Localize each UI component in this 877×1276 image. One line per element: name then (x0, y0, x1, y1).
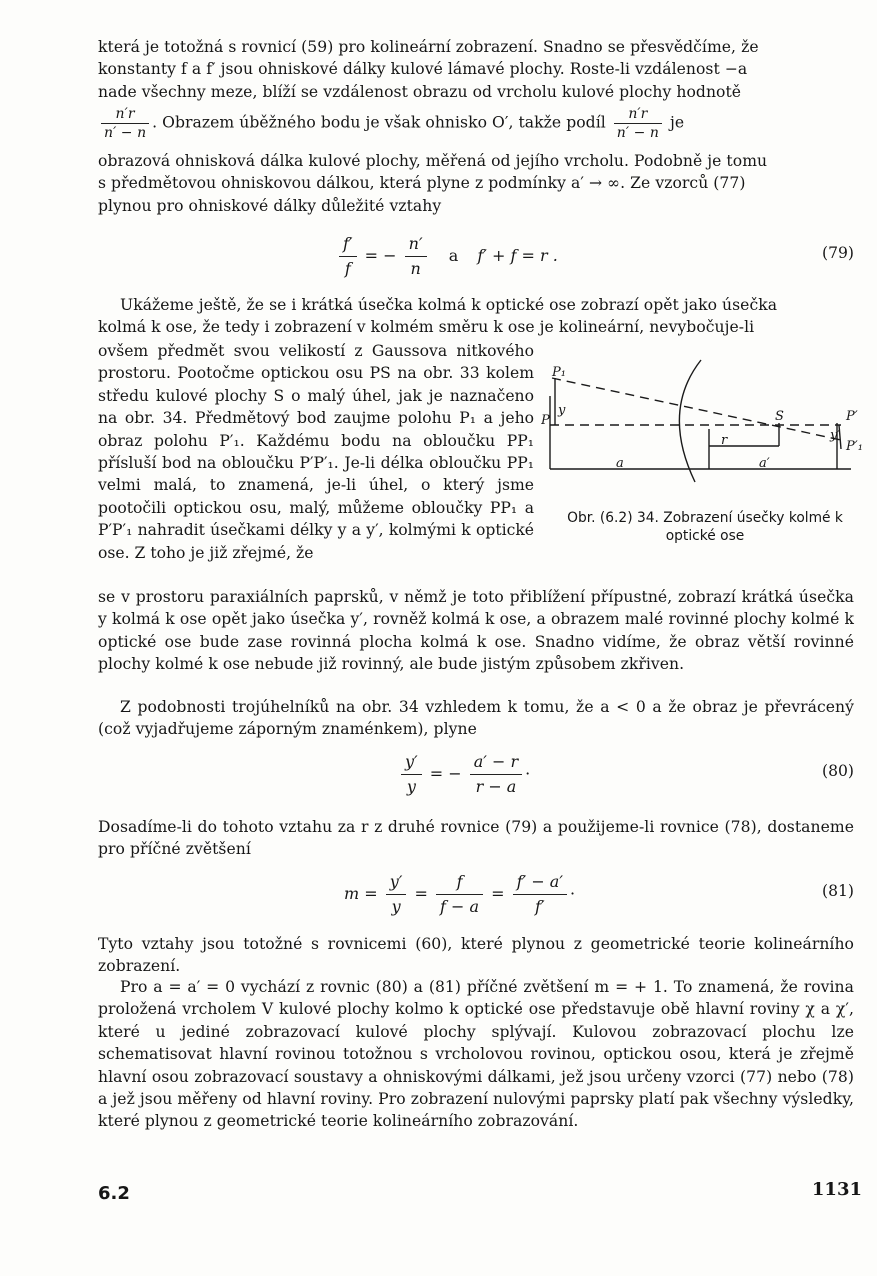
eq79-equals: = − (364, 246, 397, 265)
label-y-prime: y′ (830, 428, 841, 443)
para1-line6: s předmětovou ohniskovou dálkou, která plyne z podmínky a′ → ∞. Ze vzorců (77) (98, 174, 746, 193)
fraction-numerator: f (436, 872, 483, 895)
paragraph-3: Z podobnosti trojúhelníků na obr. 34 vzhledem k tomu, že a < 0 a že obraz je převrácený (což vyjadřujeme záporným znaménkem), plyne (98, 698, 854, 739)
section-number: 6.2 (98, 1183, 130, 1204)
eq81-fraction-2 (436, 872, 483, 917)
eq81-equals-2: = (491, 884, 505, 903)
fraction-numerator: f′ − a′ (513, 872, 567, 895)
paragraph-1 (98, 36, 854, 103)
fraction-numerator: n′r (101, 106, 149, 124)
eq79-rhs: f′ + f = r . (477, 246, 558, 265)
paragraph-2-rest: se v prostoru paraxiálních paprsků, v němž je toto přiblížení přípustné, zobrazí krátká úsečka y kolmá k ose opět jako úsečka y′, rovněž kolmá k ose, a obrazem malé rovinné plochy kolmé k optické ose bude zase rovinná plocha kolmá k ose. Snadno vidíme, že obraz větší rovinné plochy kolmé k ose nebude již rovinný, ale bude jistým způsobem zkřiven. (98, 588, 854, 674)
para1-line3: nade všechny meze, blíží se vzdálenost obrazu od vrcholu kulové plochy hodnotě (98, 82, 742, 101)
fraction-numerator: a′ − r (470, 752, 522, 775)
label-P1: P₁ (552, 365, 566, 380)
eq79-fraction-2 (405, 234, 427, 279)
equation-number-80: (80) (821, 762, 854, 780)
equation-80 (398, 752, 530, 797)
para1-line4-mid: . Obrazem úběžného bodu je však ohnisko O′, takže podíl (152, 113, 606, 132)
eq81-fraction-3 (513, 872, 567, 917)
para1-line5: obrazová ohnisková dálka kulové plochy, měřená od jejího vrcholu. Podobně je tomu (98, 152, 768, 170)
label-a: a (616, 456, 624, 471)
paragraph-4: Dosadíme-li do tohoto vztahu za r z druhé rovnice (79) a použijeme-li rovnice (78), dostaneme pro příčné zvětšení (98, 818, 854, 859)
fraction-denominator: r − a (475, 777, 517, 796)
eq80-equals: = − (429, 764, 462, 783)
para1-line2: konstanty f a f′ jsou ohniskové dálky kulové lámavé plochy. Roste-li vzdálenost −a (98, 60, 748, 79)
eq80-tail: · (525, 764, 531, 783)
label-P1-prime: P′₁ (846, 439, 863, 454)
rotated-axis (552, 378, 841, 440)
spherical-surface (679, 360, 701, 482)
fraction-denominator: n′ − n (616, 125, 659, 141)
paragraph-2-wrap: ovšem předmět svou velikostí z Gaussova nitkového prostoru. Pootočme optickou osu PS na obr. 33 kolem středu kulové plochy S o malý úhel, jak je naznačeno na obr. 34. Předmětový bod zaujme polohu P₁ a jeho obraz polohu P′₁. Každému bodu na obloučku PP₁ přísluší bod na obloučku P′P′₁. Je-li délka obloučku PP₁ velmi malá, to znamená, je-li úhel, o který jsme pootočili optickou osu, malý, můžeme obloučky PP₁ a P′P′₁ nahradit úsečkami délky y a y′, kolmými k optické ose. Z toho je již zřejmé, že (98, 342, 534, 562)
inline-fraction-2 (614, 106, 662, 141)
fraction-denominator: f − a (440, 897, 480, 916)
fraction-denominator: y (406, 777, 416, 796)
equation-number-79: (79) (821, 244, 854, 262)
fraction-numerator: y′ (386, 872, 407, 895)
fraction-denominator: n′ − n (104, 125, 147, 141)
para1-line4-end: je (669, 113, 685, 132)
eq81-tail: · (569, 884, 576, 903)
para1-line4 (98, 106, 854, 141)
label-r: r (721, 433, 728, 448)
fraction-denominator: f′ (535, 897, 545, 916)
figure-34-diagram (541, 356, 871, 486)
eq80-fraction-2 (470, 752, 522, 797)
eq79-conjunction: a (448, 246, 459, 265)
figure-caption: Obr. (6.2) 34. Zobrazení úsečky kolmé k optické ose (567, 510, 843, 544)
para1-line7: plynou pro ohniskové dálky důležité vztahy (98, 196, 442, 215)
eq80-fraction-1 (401, 752, 422, 797)
paragraph-6: Pro a = a′ = 0 vychází z rovnic (80) a (81) příčné zvětšení m = + 1. To znamená, že rovina proložená vrcholem V kulové plochy kolmo k optické ose představuje obě hlavní roviny χ a χ′, které u jediné zobrazovací kulové plochy splývají. Kulovou zobrazovací plochu lze schematisovat hlavní rovinou totožnou s vrcholovou rovinou, optickou osou, která je zřejmě hlavní osou zobrazovací soustavy a ohniskovými dálkami, jež jsou určeny vzorci (77) nebo (78) a jež jsou měřeny od hlavní roviny. Pro zobrazení nulovými paprsky platí pak všechny výsledky, které plynou z geometrické teorie kolineárního zobrazování. (98, 978, 854, 1131)
eq81-lhs: m = (344, 884, 378, 903)
label-P-prime: P′ (846, 409, 858, 424)
label-a-prime: a′ (759, 456, 770, 471)
label-y: y (558, 403, 566, 418)
fraction-denominator: f (344, 259, 351, 278)
inline-fraction-1 (101, 106, 149, 141)
equation-number-81: (81) (821, 882, 854, 900)
paragraph-2-line1: Ukážeme ještě, že se i krátká úsečka kolmá k optické ose zobrazí opět jako úsečka (120, 296, 778, 314)
eq81-equals-1: = (414, 884, 428, 903)
fraction-denominator: y (391, 897, 401, 916)
label-P: P (541, 413, 550, 428)
fraction-numerator: n′r (614, 106, 662, 124)
equation-81 (344, 872, 575, 917)
eq79-fraction-1 (339, 234, 357, 279)
fraction-numerator: f′ (339, 234, 357, 257)
equation-79 (336, 234, 558, 279)
fraction-numerator: n′ (405, 234, 427, 257)
paragraph-2-line2: kolmá k ose, že tedy i zobrazení v kolmém směru k ose je kolineární, nevybočuje-li (98, 318, 755, 336)
paragraph-1-cont (98, 150, 854, 217)
label-S: S (775, 409, 784, 424)
fraction-numerator: y′ (401, 752, 422, 775)
para1-line1: která je totožná s rovnicí (59) pro kolineární zobrazení. Snadno se přesvědčíme, že (98, 38, 759, 56)
page-number: 1131 (811, 1179, 862, 1200)
paragraph-5: Tyto vztahy jsou totožné s rovnicemi (60), které plynou z geometrické teorie kolineárního zobrazení. (98, 935, 854, 976)
fraction-denominator: n (410, 259, 421, 278)
eq81-fraction-1 (386, 872, 407, 917)
